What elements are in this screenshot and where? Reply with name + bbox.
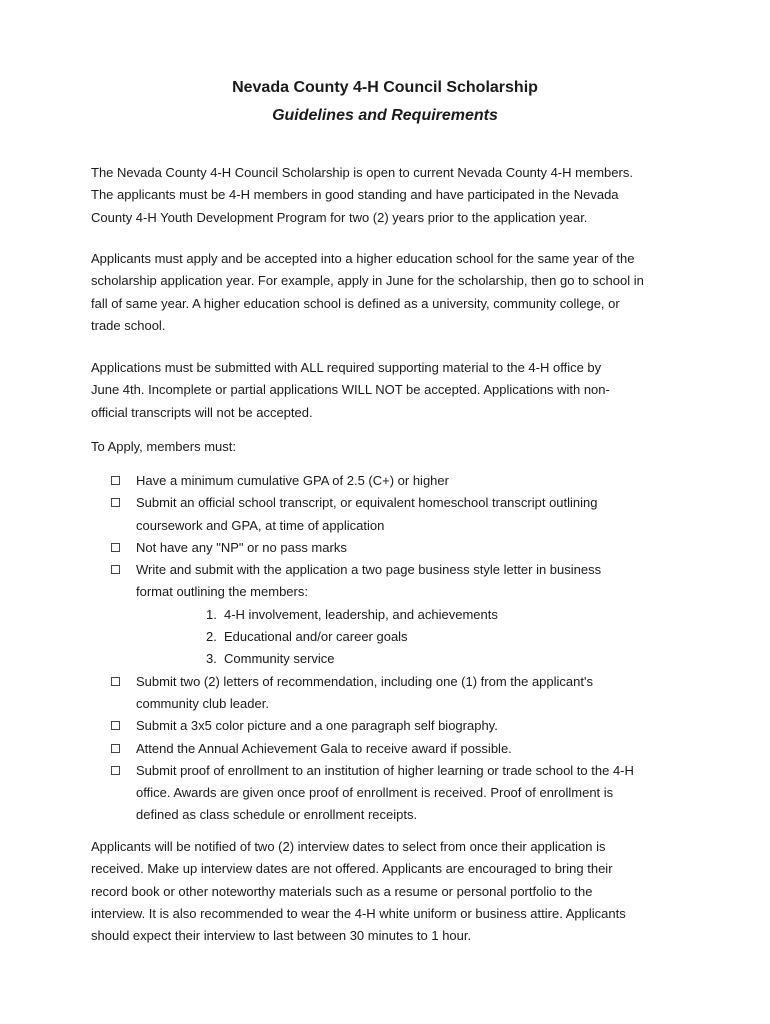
apply-intro: To Apply, members must:: [91, 439, 236, 454]
submission-paragraph: [91, 357, 691, 424]
checkbox-icon: [111, 766, 120, 775]
item-text: Educational and/or career goals: [224, 629, 408, 645]
item-number: 2.: [206, 629, 217, 645]
text-line: fall of same year. A higher education school is defined as a university, community college, or: [91, 295, 620, 311]
eligibility-paragraph: [91, 162, 691, 229]
requirement-item: [111, 760, 691, 827]
checkbox-icon: [111, 744, 120, 753]
checkbox-icon: [111, 721, 120, 730]
text-line: trade school.: [91, 317, 166, 333]
checkbox-icon: [111, 476, 120, 485]
requirement-item: [111, 492, 691, 537]
text-line: scholarship application year. For example, apply in June for the scholarship, then go to school in: [91, 273, 644, 289]
text-line: community club leader.: [136, 695, 269, 711]
text-line: Have a minimum cumulative GPA of 2.5 (C+) or higher: [136, 473, 449, 488]
text-line: office. Awards are given once proof of enrollment is received. Proof of enrollment is: [136, 785, 614, 801]
text-line: Applicants must apply and be accepted into a higher education school for the same year of the: [91, 251, 635, 266]
item-text: Community service: [224, 651, 335, 667]
requirement-item: [111, 559, 691, 670]
education-paragraph: [91, 248, 691, 337]
checkbox-icon: [111, 543, 120, 552]
document-title: Nevada County 4-H Council Scholarship: [232, 79, 538, 96]
numbered-item: [136, 604, 691, 626]
checkbox-icon: [111, 565, 120, 574]
text-line: Applicants will be notified of two (2) interview dates to select from once their application is: [91, 839, 606, 854]
text-line: coursework and GPA, at time of application: [136, 517, 385, 533]
text-line: interview. It is also recommended to wear the 4-H white uniform or business attire. Applicants: [91, 905, 626, 921]
document-subtitle: Guidelines and Requirements: [272, 107, 498, 124]
text-line: The Nevada County 4-H Council Scholarship is open to current Nevada County 4-H members.: [91, 165, 633, 180]
item-number: 3.: [206, 651, 217, 667]
numbered-item: [136, 648, 691, 670]
item-number: 1.: [206, 606, 217, 622]
requirement-item: [111, 715, 691, 737]
text-line: Applications must be submitted with ALL required supporting material to the 4-H office by: [91, 360, 602, 375]
requirements-list: [111, 470, 691, 827]
item-text: 4-H involvement, leadership, and achievements: [224, 606, 498, 622]
numbered-item: [136, 626, 691, 648]
text-line: defined as class schedule or enrollment receipts.: [136, 807, 418, 823]
requirement-item: [111, 671, 691, 716]
text-line: received. Make up interview dates are not offered. Applicants are encouraged to bring their: [91, 861, 613, 877]
requirement-item: [111, 470, 691, 492]
text-line: June 4th. Incomplete or partial applications WILL NOT be accepted. Applications with non-: [91, 382, 610, 398]
requirement-item: [111, 738, 691, 760]
text-line: Attend the Annual Achievement Gala to receive award if possible.: [136, 740, 512, 756]
text-line: Submit two (2) letters of recommendation, including one (1) from the applicant's: [136, 673, 593, 689]
text-line: Submit a 3x5 color picture and a one paragraph self biography.: [136, 718, 498, 734]
checkbox-icon: [111, 498, 120, 507]
checkbox-icon: [111, 677, 120, 686]
text-line: Not have any "NP" or no pass marks: [136, 539, 347, 555]
text-line: Submit an official school transcript, or equivalent homeschool transcript outlining: [136, 495, 598, 511]
text-line: record book or other noteworthy materials such as a resume or personal portfolio to the: [91, 883, 593, 899]
text-line: Write and submit with the application a two page business style letter in business: [136, 562, 602, 578]
text-line: official transcripts will not be accepted.: [91, 404, 313, 420]
text-line: should expect their interview to last between 30 minutes to 1 hour.: [91, 928, 472, 944]
text-line: Submit proof of enrollment to an institution of higher learning or trade school to the 4-H: [136, 762, 634, 778]
requirement-item: [111, 537, 691, 559]
text-line: County 4-H Youth Development Program for two (2) years prior to the application year.: [91, 209, 588, 225]
interview-paragraph: [91, 836, 691, 947]
text-line: The applicants must be 4-H members in good standing and have participated in the Nevada: [91, 187, 619, 203]
text-line: format outlining the members:: [136, 584, 308, 600]
